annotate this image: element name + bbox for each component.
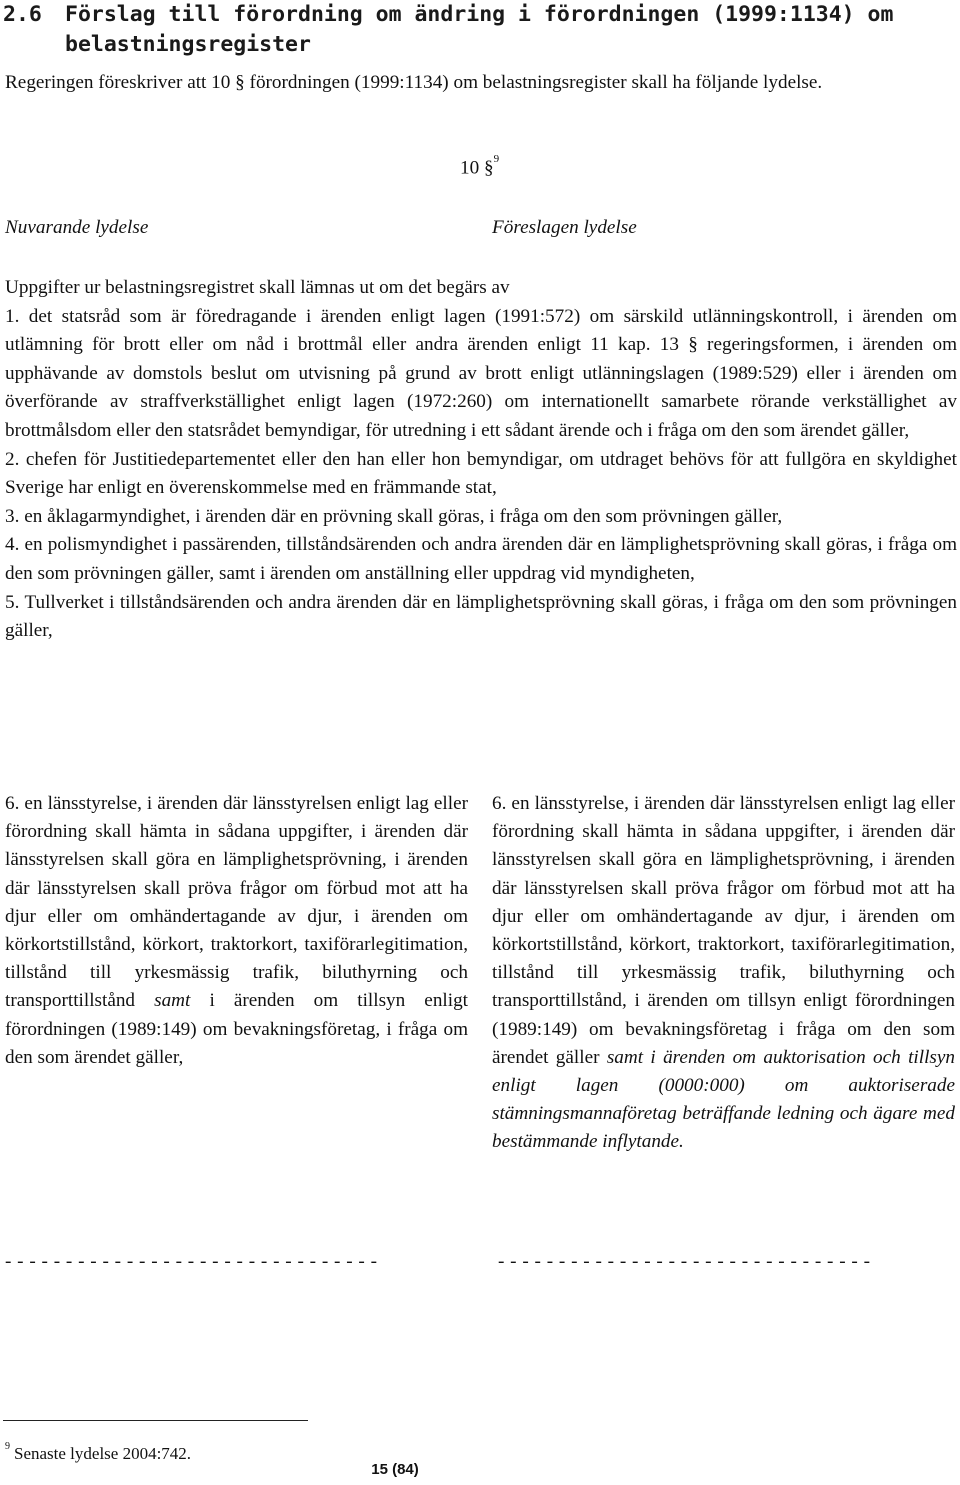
current-item-6-text-before: 6. en länsstyrelse, i ärenden där länsstyrelsen enligt lag eller förordning skall hämta in sådana uppgifter, i ärenden där länsstyrelsen skall göra en lämplighetsprövning, i ärenden där länsstyrelsen skall pröva frågor om förbud mot att ha djur eller om omhändertagande av djur, i ärenden om körkortstillstånd, körkort, traktorkort, taxiförarlegitimation, tillstånd till yrkesmässig trafik, biluthyrning och transporttillstånd (5, 793, 468, 1012)
section-heading (3, 0, 958, 60)
footnote-marker: 9 (5, 1441, 10, 1453)
proposed-item-6-italic: samt i ärenden om auktorisation och tillsyn enligt lagen (0000:000) om auktoriserade stämningsmannaföretag beträffande ledning och ägare med bestämmande inflytande. (492, 1046, 955, 1153)
current-item-6-italic: samt (154, 990, 191, 1012)
section-title-line1: Förslag till förordning om ändring i förordningen (1999:1134) om (65, 2, 894, 27)
current-item-6 (5, 790, 468, 1072)
proposed-item-6 (492, 790, 955, 1157)
proposed-item-6-text: 6. en länsstyrelse, i ärenden där länsstyrelsen enligt lag eller förordning skall hämta in sådana uppgifter, i ärenden där länsstyrelsen skall göra en lämplighetsprövning, i ärenden där länsstyrelsen skall pröva frågor om förbud mot att ha djur eller om omhändertagande av djur, i ärenden om körkortstillstånd, körkort, traktorkort, taxiförarlegitimation, tillstånd till yrkesmässig trafik, biluthyrning och transporttillstånd, i ärenden om tillsyn enligt förordningen (1989:149) om bevakningsföretag i fråga om den som ärendet gäller (492, 793, 955, 1068)
section-title-line2: belastningsregister (65, 32, 311, 57)
list-item-1: 1. det statsråd som är föredragande i ärenden enligt lagen (1991:572) om särskild utlänningskontroll, i ärenden om utlämning för brott eller om nåd i brottmål eller andra ärenden enligt 11 kap. 13 § regeringsformen, i ärenden om upphävande av domstols beslut om utvisning på grund av brott enligt utlänningslagen (1989:529) eller i ärenden om överförande av straffverkställighet enligt lagen (1972:260) om internationellt samarbete rörande verkställighet av brottmålsdom eller den statsrådet bemyndigar, för utredning i ett sådant ärende och i fråga om den som ärendet gäller, (5, 305, 957, 441)
footnote-reference: 9 (493, 153, 500, 165)
shared-body-text (5, 274, 957, 646)
proposed-wording-heading: Föreslagen lydelse (492, 217, 637, 238)
current-wording-column (5, 790, 468, 1072)
intro-text: Regeringen föreskriver att 10 § förordningen (1999:1134) om belastningsregister skall ha följande lydelse. (5, 72, 823, 93)
page-number: 15 (84) (371, 1461, 419, 1478)
current-wording-heading: Nuvarande lydelse (5, 217, 149, 238)
omission-dashes-left: - - - - - - - - - - - - - - - - - - - - - - - - - - - - - - - (5, 1251, 378, 1272)
current-item-6-text-after: i ärenden om tillsyn enligt förordningen (1989:149) om bevakningsföretag, i fråga om den som ärendet gäller, (5, 990, 468, 1068)
list-item-3: 3. en åklagarmyndighet, i ärenden där en prövning skall göras, i fråga om den som prövningen gäller, (5, 505, 783, 527)
footnote-text: Senaste lydelse 2004:742. (14, 1444, 192, 1463)
footnote-divider (3, 1420, 308, 1421)
list-item-2: 2. chefen för Justitiedepartementet eller den han eller hon bemyndigar, om utdraget behövs för att fullgöra en skyldighet Sverige har enligt en överenskommelse med en främmande stat, (5, 448, 957, 499)
list-item-4: 4. en polismyndighet i passärenden, tillståndsärenden och andra ärenden där en lämplighetsprövning skall göras, i fråga om den som prövningen gäller, samt i ärenden om anställning eller uppdrag vid myndigheten, (5, 534, 957, 584)
section-number: 2.6 (3, 2, 42, 27)
lead-sentence: Uppgifter ur belastningsregistret skall lämnas ut om det begärs av (5, 277, 510, 298)
paragraph-label (460, 153, 500, 179)
omission-dashes-right: - - - - - - - - - - - - - - - - - - - - - - - - - - - - - - - (498, 1251, 871, 1272)
list-item-5: 5. Tullverket i tillståndsärenden och andra ärenden där en lämplighetsprövning skall göras, i fråga om den som prövningen gäller, (5, 591, 957, 642)
footnote (5, 1441, 192, 1464)
proposed-wording-column (492, 790, 955, 1157)
paragraph-number: 10 § (460, 157, 494, 179)
